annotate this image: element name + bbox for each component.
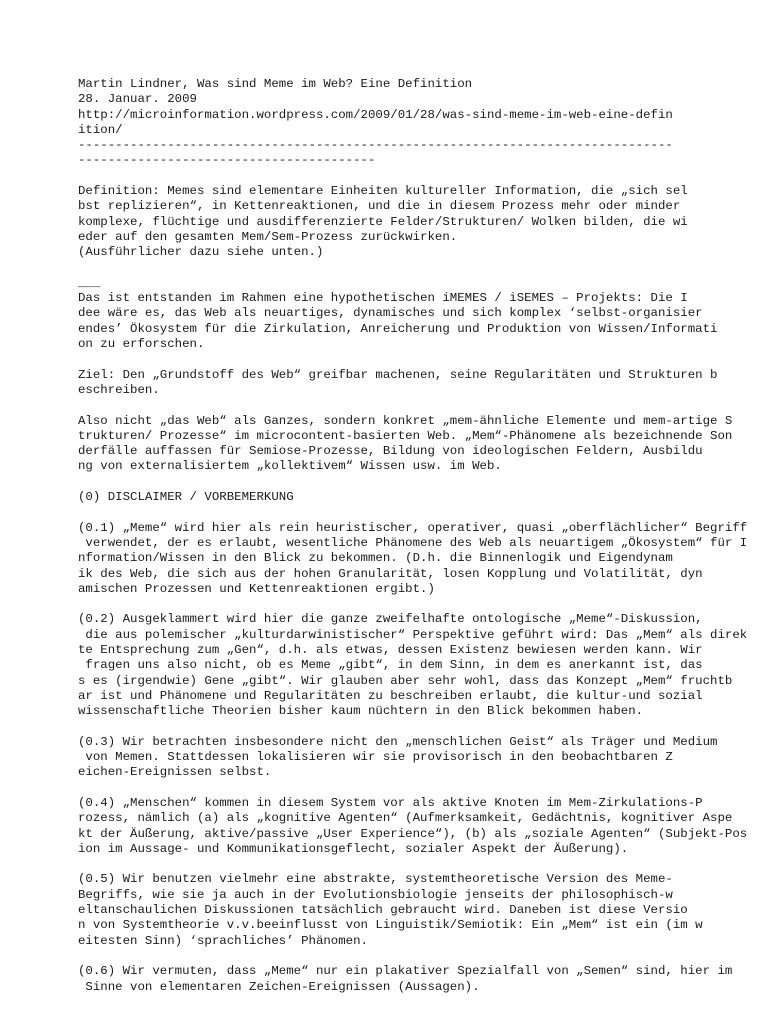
separator-line: ---------------------------------------- bbox=[78, 153, 376, 168]
paragraph-spacer bbox=[78, 261, 766, 276]
text-line: Sinne von elementaren Zeichen-Ereignissen (Aussagen). bbox=[78, 979, 480, 994]
paragraph-spacer bbox=[78, 781, 766, 796]
text-line: ion im Aussage- und Kommunikationsgeflecht, sozialer Aspekt der Äußerung). bbox=[78, 841, 629, 856]
paragraph bbox=[78, 490, 766, 505]
paragraph bbox=[78, 796, 766, 857]
text-line: dee wäre es, das Web als neuartiges, dynamisches und sich komplex ‘selbst-organisier bbox=[78, 306, 703, 321]
header-line: http://microinformation.wordpress.com/2009/01/28/was-sind-meme-im-web-eine-defin bbox=[78, 107, 673, 122]
text-line: rozess, nämlich (a) als „kognitive Agenten“ (Aufmerksamkeit, Gedächtnis, kognitiver Aspe bbox=[78, 811, 733, 826]
paragraph bbox=[78, 964, 766, 995]
text-line: nformation/Wissen in den Blick zu bekommen. (D.h. die Binnenlogik und Eigendynam bbox=[78, 551, 673, 566]
paragraph-spacer bbox=[78, 857, 766, 872]
text-line: Also nicht „das Web“ als Ganzes, sondern konkret „mem-ähnliche Elemente und mem-artige S bbox=[78, 413, 733, 428]
text-line: eltanschaulichen Diskussionen tatsächlich gebraucht wird. Daneben ist diese Versio bbox=[78, 903, 688, 918]
paragraph-spacer bbox=[78, 949, 766, 964]
text-line: (0.1) „Meme“ wird hier als rein heuristischer, operativer, quasi „oberflächlicher“ Begriff bbox=[78, 520, 748, 535]
paragraph-spacer bbox=[78, 505, 766, 520]
text-line: (0.3) Wir betrachten insbesondere nicht den „menschlichen Geist“ als Träger und Medium bbox=[78, 734, 718, 749]
text-line: (0.4) „Menschen“ kommen in diesem System vor als aktive Knoten im Mem-Zirkulations-P bbox=[78, 795, 703, 810]
text-line: (0.6) Wir vermuten, dass „Meme“ nur ein plakativer Spezialfall von „Semen“ sind, hier im bbox=[78, 964, 733, 979]
paragraph-spacer bbox=[78, 475, 766, 490]
paragraph bbox=[78, 521, 766, 597]
text-line: Das ist entstanden im Rahmen eine hypothetischen iMEMES / iSEMES – Projekts: Die I bbox=[78, 291, 688, 306]
text-line: (0.2) Ausgeklammert wird hier die ganze zweifelhafte ontologische „Meme“-Diskussion, bbox=[78, 612, 703, 627]
text-line: ik des Web, die sich aus der hohen Granularität, losen Kopplung und Volatilität, dyn bbox=[78, 566, 703, 581]
text-line: ng von externalisiertem „kollektivem“ Wissen usw. im Web. bbox=[78, 459, 502, 474]
paragraph-spacer bbox=[78, 597, 766, 612]
text-line: eitesten Sinn) ‘sprachliches’ Phänomen. bbox=[78, 933, 368, 948]
paragraph-spacer bbox=[78, 169, 766, 184]
document-header bbox=[78, 77, 766, 169]
text-line: trukturen/ Prozesse“ im microcontent-basierten Web. „Mem“-Phänomene als bezeichnende Son bbox=[78, 428, 733, 443]
paragraph bbox=[78, 368, 766, 399]
text-line: on zu erforschen. bbox=[78, 337, 205, 352]
text-line: bst replizieren“, in Kettenreaktionen, und die in diesem Prozess mehr oder minder bbox=[78, 199, 681, 214]
paragraph bbox=[78, 414, 766, 475]
text-line: n von Systemtheorie v.v.beeinflusst von Linguistik/Semiotik: Ein „Mem“ ist ein (im w bbox=[78, 918, 703, 933]
text-line: eichen-Ereignissen selbst. bbox=[78, 765, 272, 780]
header-line: Martin Lindner, Was sind Meme im Web? Eine Definition bbox=[78, 77, 473, 91]
text-line: te Entsprechung zum „Gen“, d.h. als etwas, dessen Existenz bewiesen werden kann. Wir bbox=[78, 642, 703, 657]
document-page bbox=[78, 77, 766, 995]
text-line: wissenschaftliche Theorien bisher kaum nüchtern in den Blick bekommen haben. bbox=[78, 704, 644, 719]
paragraph-spacer bbox=[78, 398, 766, 413]
separator-line: -------------------------------------------------------------------------------- bbox=[78, 138, 673, 153]
document-body bbox=[78, 169, 766, 995]
paragraph bbox=[78, 872, 766, 948]
text-line: ar ist und Phänomene und Regularitäten zu beschreiben erlaubt, die kultur-und sozial bbox=[78, 688, 703, 703]
text-line: fragen uns also nicht, ob es Meme „gibt“, in dem Sinn, in dem es anerkannt ist, das bbox=[78, 658, 703, 673]
paragraph bbox=[78, 276, 766, 352]
text-line: Definition: Memes sind elementare Einheiten kultureller Information, die „sich sel bbox=[78, 184, 688, 199]
paragraph-spacer bbox=[78, 719, 766, 734]
text-line: komplexe, flüchtige und ausdifferenzierte Felder/Strukturen/ Wolken bilden, die wi bbox=[78, 214, 688, 229]
text-line: verwendet, der es erlaubt, wesentliche Phänomene des Web als neuartigem „Ökosystem“ für I bbox=[78, 535, 748, 550]
header-line: ition/ bbox=[78, 122, 123, 137]
text-line: eder auf den gesamten Mem/Sem-Prozess zurückwirken. bbox=[78, 229, 458, 244]
text-line: endes’ Ökosystem für die Zirkulation, Anreicherung und Produktion von Wissen/Informati bbox=[78, 321, 718, 336]
text-line: (0) DISCLAIMER / VORBEMERKUNG bbox=[78, 490, 294, 505]
paragraph bbox=[78, 612, 766, 719]
text-line: die aus polemischer „kulturdarwinistischer“ Perspektive geführt wird: Das „Mem“ als direk bbox=[78, 627, 748, 642]
paragraph-spacer bbox=[78, 352, 766, 367]
paragraph bbox=[78, 735, 766, 781]
header-line: 28. Januar. 2009 bbox=[78, 92, 197, 107]
text-line: eschreiben. bbox=[78, 382, 160, 397]
text-line: ___ bbox=[78, 275, 101, 290]
text-line: (0.5) Wir benutzen vielmehr eine abstrakte, systemtheoretische Version des Meme- bbox=[78, 872, 673, 887]
text-line: Ziel: Den „Grundstoff des Web“ greifbar machenen, seine Regularitäten und Strukturen b bbox=[78, 367, 718, 382]
text-line: s es (irgendwie) Gene „gibt“. Wir glauben aber sehr wohl, dass das Konzept „Mem“ fruchtb bbox=[78, 673, 733, 688]
text-line: kt der Äußerung, aktive/passive „User Experience“), (b) als „soziale Agenten“ (Subjekt-Pos bbox=[78, 826, 748, 841]
paragraph bbox=[78, 184, 766, 260]
text-line: Begriffs, wie sie ja auch in der Evolutionsbiologie jenseits der philosophisch-w bbox=[78, 887, 673, 902]
text-line: von Memen. Stattdessen lokalisieren wir sie provisorisch in den beobachtbaren Z bbox=[78, 750, 673, 765]
text-line: derfälle auffassen für Semiose-Prozesse, Bildung von ideologischen Feldern, Ausbildu bbox=[78, 444, 703, 459]
text-line: (Ausführlicher dazu siehe unten.) bbox=[78, 245, 324, 260]
text-line: amischen Prozessen und Kettenreaktionen ergibt.) bbox=[78, 581, 435, 596]
